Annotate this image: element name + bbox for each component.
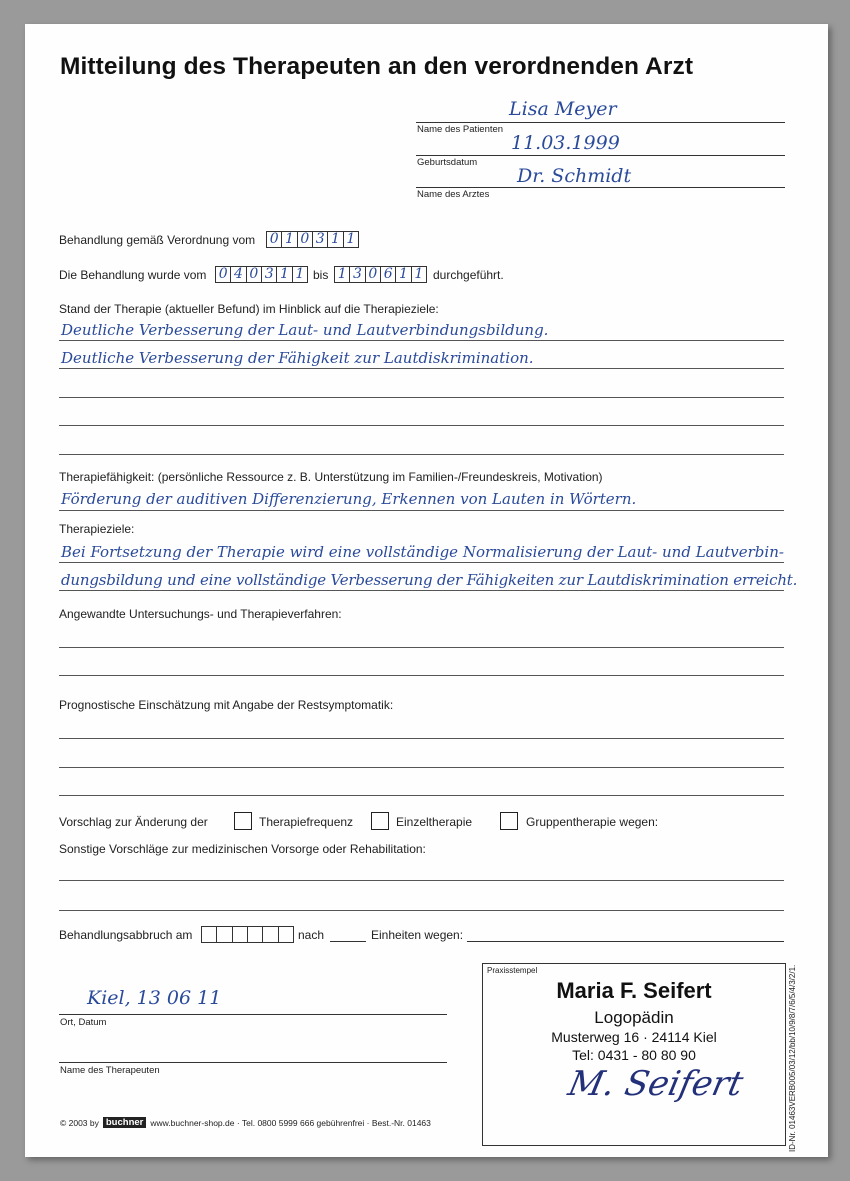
place-date-label: Ort, Datum (60, 1017, 107, 1028)
checkbox-therapiefrequenz[interactable] (234, 812, 252, 830)
doctor-line (416, 187, 785, 188)
ability-line: Förderung der auditiven Differenzierung, Erkennen von Lauten in Wörtern. (61, 490, 637, 508)
prescription-label: Behandlung gemäß Verordnung vom (59, 233, 256, 247)
stamp-address: Musterweg 16 · 24114 Kiel (551, 1029, 717, 1045)
patient-name-line (416, 122, 785, 123)
goals-line-2: dungsbildung und eine vollständige Verbesserung der Fähigkeiten zur Lautdiskrimination erreicht. (61, 571, 798, 589)
other-rule (59, 910, 784, 911)
form-page (25, 24, 828, 1157)
prognosis-rule (59, 738, 784, 739)
status-rule (59, 340, 784, 341)
practice-stamp (482, 963, 786, 1146)
buchner-logo: buchner (103, 1117, 146, 1128)
goals-rule (59, 562, 784, 563)
dob-value: 11.03.1999 (511, 132, 620, 154)
status-label: Stand der Therapie (aktueller Befund) im Hinblick auf die Therapieziele: (59, 302, 439, 316)
place-date-value: Kiel, 13 06 11 (87, 987, 222, 1009)
option-gruppentherapie-label: Gruppentherapie wegen: (526, 815, 659, 829)
doctor-value: Dr. Schmidt (517, 165, 632, 187)
therapist-label: Name des Therapeuten (60, 1065, 160, 1076)
goals-label: Therapieziele: (59, 522, 135, 536)
footer-text: www.buchner-shop.de · Tel. 0800 5999 666 gebührenfrei · Best.-Nr. 01463 (150, 1117, 431, 1128)
status-rule (59, 425, 784, 426)
treatment-to-label: bis (313, 268, 329, 282)
treatment-suffix: durchgeführt. (433, 268, 504, 282)
goals-rule (59, 590, 784, 591)
stamp-name: Maria F. Seifert (556, 978, 712, 1003)
prognosis-rule (59, 795, 784, 796)
status-rule (59, 454, 784, 455)
abort-units-label: Einheiten wegen: (371, 928, 464, 942)
treatment-to-box[interactable]: 1 3 0 6 1 1 (334, 266, 427, 283)
place-date-line (59, 1014, 447, 1015)
doctor-label: Name des Arztes (417, 189, 490, 200)
prognosis-label: Prognostische Einschätzung mit Angabe der Restsymptomatik: (59, 698, 394, 712)
side-id-code: ID-Nr. 01463VERB005/03/12/bb/10/9/8/7/6/5/4/3/2/1. (788, 964, 797, 1152)
option-einzeltherapie-label: Einzeltherapie (396, 815, 473, 829)
checkbox-gruppentherapie[interactable] (500, 812, 518, 830)
methods-rule (59, 647, 784, 648)
dob-label: Geburtsdatum (417, 157, 478, 168)
status-rule (59, 397, 784, 398)
patient-name-value: Lisa Meyer (509, 98, 617, 120)
ability-label: Therapiefähigkeit: (persönliche Ressource z. B. Unterstützung im Familien-/Freundeskreis, Motivation) (59, 470, 603, 484)
signature: M. Seifert (564, 1064, 747, 1104)
dob-line (416, 155, 785, 156)
other-rule (59, 880, 784, 881)
status-rule (59, 368, 784, 369)
abort-reason-line[interactable] (467, 941, 784, 942)
proposal-label: Vorschlag zur Änderung der (59, 815, 208, 829)
status-line-1: Deutliche Verbesserung der Laut- und Lautverbindungsbildung. (61, 321, 549, 339)
prescription-date-box[interactable]: 0 1 0 3 1 1 (266, 231, 359, 248)
abort-after-label: nach (298, 928, 325, 942)
goals-line-1: Bei Fortsetzung der Therapie wird eine vollständige Normalisierung der Laut- und Lautverbin- (61, 543, 784, 561)
methods-rule (59, 675, 784, 676)
stamp-label: Praxisstempel (487, 966, 538, 975)
therapist-line (59, 1062, 447, 1063)
form-title: Mitteilung des Therapeuten an den verordnenden Arzt (60, 53, 694, 80)
abort-label: Behandlungsabbruch am (59, 928, 193, 942)
treatment-label: Die Behandlung wurde vom (59, 268, 207, 282)
footer (60, 1117, 431, 1128)
footer-copyright: © 2003 by (60, 1117, 99, 1128)
abort-date-box[interactable] (201, 926, 294, 943)
methods-label: Angewandte Untersuchungs- und Therapieverfahren: (59, 607, 342, 621)
prognosis-rule (59, 767, 784, 768)
checkbox-einzeltherapie[interactable] (371, 812, 389, 830)
ability-rule (59, 510, 784, 511)
abort-units-line[interactable] (330, 941, 366, 942)
patient-name-label: Name des Patienten (417, 124, 504, 135)
treatment-from-box[interactable]: 0 4 0 3 1 1 (215, 266, 308, 283)
stamp-profession: Logopädin (594, 1008, 674, 1027)
status-line-2: Deutliche Verbesserung der Fähigkeit zur Lautdiskrimination. (61, 349, 534, 367)
stamp-phone: Tel: 0431 - 80 80 90 (572, 1047, 696, 1063)
other-label: Sonstige Vorschläge zur medizinischen Vorsorge oder Rehabilitation: (59, 842, 426, 856)
option-therapiefrequenz-label: Therapiefrequenz (259, 815, 354, 829)
